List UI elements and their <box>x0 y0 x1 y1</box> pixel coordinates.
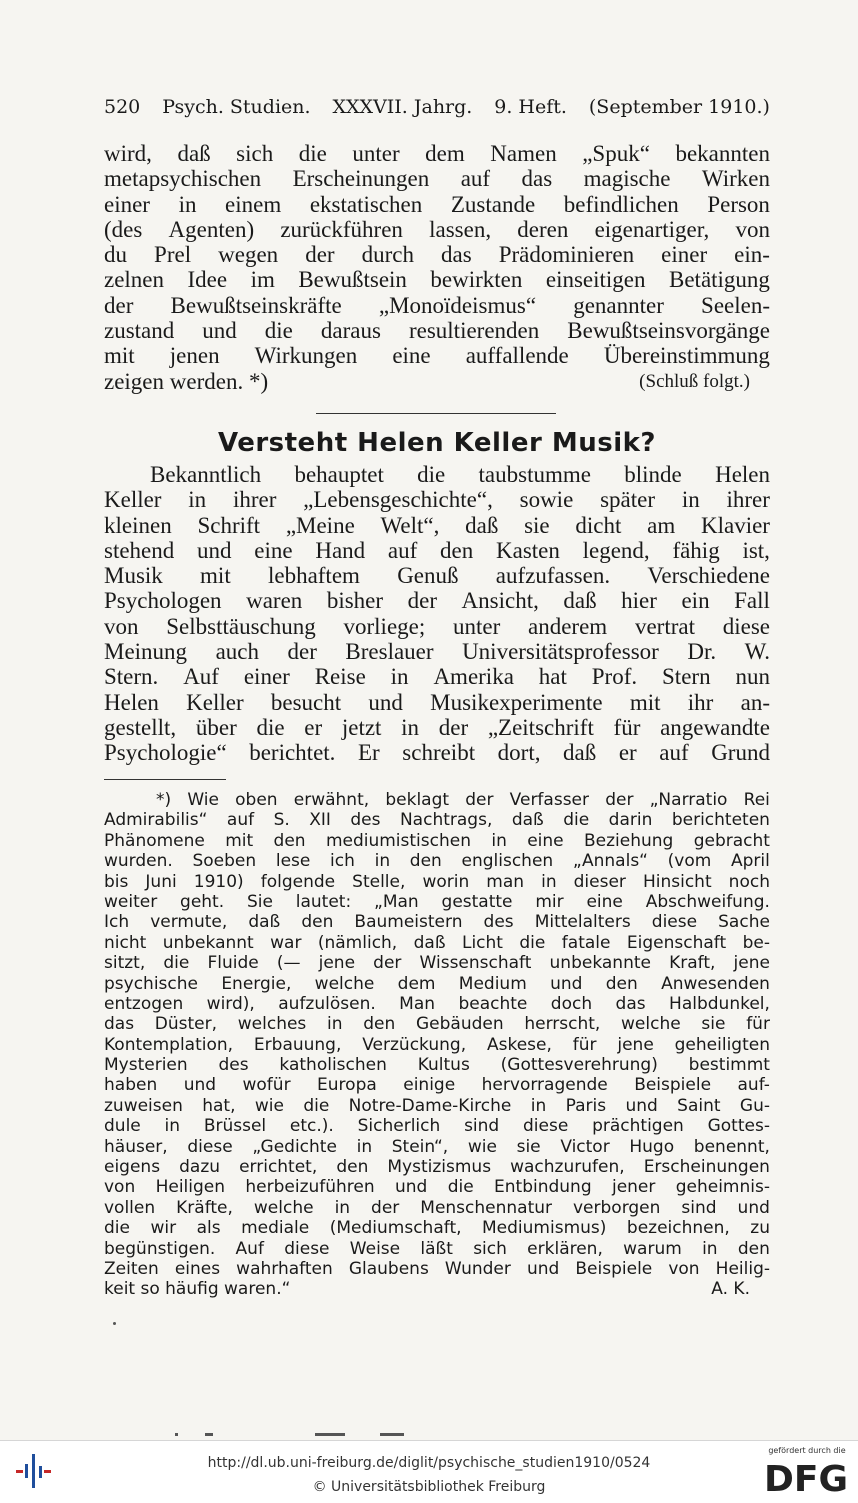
footnote-line: haben und wofür Europa einige hervorragende Beispiele auf- <box>104 1075 770 1096</box>
footnote-line: begünstigen. Auf diese Weise läßt sich erklären, warum in den <box>104 1238 770 1259</box>
text-line: stehend und eine Hand auf den Kasten legend, fähig ist, <box>104 537 770 563</box>
last-line-text: zeigen werden. *) <box>104 368 269 394</box>
footnote-line: weiter geht. Sie lautet: „Man gestatte mir eine Abschweifung. <box>104 891 770 912</box>
continued-note: (Schluß folgt.) <box>639 370 750 392</box>
text-line: metapsychischen Erscheinungen auf das magische Wirken <box>104 166 770 192</box>
footnote-line: entzogen wird), aufzulösen. Man beachte doch das Halbdunkel, <box>104 993 770 1014</box>
text-line: mit jenen Wirkungen eine auffallende Übereinstimmung <box>104 343 770 369</box>
text-line: wird, daß sich die unter dem Namen „Spuk“ bekannten <box>104 141 770 166</box>
text-line: von Selbsttäuschung vorliege; unter anderem vertrat diese <box>104 613 770 639</box>
footnote-line: bis Juni 1910) folgende Stelle, worin man in dieser Hinsicht noch <box>104 871 770 892</box>
footnote-line: Phänomene mit den mediumistischen in eine Beziehung gebracht <box>104 830 770 851</box>
footnote-line: Mysterien des katholischen Kultus (Gottesverehrung) bestimmt <box>104 1055 770 1076</box>
footnote-line: zuweisen hat, wie die Notre-Dame-Kirche in Paris und Saint Gu- <box>104 1095 770 1116</box>
ink-speck <box>113 1322 116 1325</box>
footnote-line: Ich vermute, daß den Baumeistern des Mittelalters diese Sache <box>104 912 770 933</box>
article-title: Versteht Helen Keller Musik? <box>218 428 656 458</box>
volume: XXXVII. Jahrg. <box>332 96 473 118</box>
footnote-line: das Düster, welches in den Gebäuden herrscht, welche sie für <box>104 1014 770 1035</box>
cropped-line-fragment <box>175 1431 475 1437</box>
page-number: 520 <box>104 96 141 118</box>
continued-paragraph <box>104 141 770 394</box>
footnote-line: Admirabilis“ auf S. XII des Nachtrags, daß die darin berichteten <box>104 810 770 831</box>
funding-note: gefördert durch die <box>768 1446 846 1455</box>
text-line: du Prel wegen der durch das Prädominieren einer ein- <box>104 242 770 268</box>
text-line: Bekanntlich behauptet die taubstumme blinde Helen <box>150 462 770 487</box>
footnote <box>104 790 770 1300</box>
text-line: Psychologie“ berichtet. Er schreibt dort, daß er auf Grund <box>104 740 770 766</box>
footnote-line: dule in Brüssel etc.). Sicherlich sind diese prächtigen Gottes- <box>104 1116 770 1137</box>
section-separator <box>316 413 556 414</box>
footnote-line: *) Wie oben erwähnt, beklagt der Verfasser der „Narratio Rei <box>156 790 770 810</box>
article-paragraph <box>104 462 770 766</box>
text-line: Psychologen waren bisher der Ansicht, daß hier ein Fall <box>104 588 770 614</box>
footnote-line: Kontemplation, Erbauung, Verzückung, Askese, für jene geheiligten <box>104 1034 770 1055</box>
text-line: Helen Keller besucht und Musikexperimente mit ihr an- <box>104 689 770 715</box>
footnote-rule <box>104 779 226 780</box>
dfg-logo-text: DFG <box>763 1459 849 1496</box>
text-line: (des Agenten) zurückführen lassen, deren eigenartiger, von <box>104 216 770 242</box>
footnote-signature: A. K. <box>711 1279 750 1300</box>
footnote-line: nicht unbekannt war (nämlich, daß Licht die fatale Eigenschaft be- <box>104 932 770 953</box>
text-line: zelnen Idee im Bewußtsein bewirkten einseitigen Betätigung <box>104 267 770 293</box>
viewer-footer <box>0 1440 858 1503</box>
footnote-line: eigens dazu errichtet, den Mystizismus wachzurufen, Erscheinungen <box>104 1157 770 1178</box>
issue: 9. Heft. <box>494 96 567 118</box>
running-header <box>104 94 770 120</box>
footnote-line: die wir als mediale (Mediumschaft, Mediumismus) bezeichnen, zu <box>104 1218 770 1239</box>
text-line: Stern. Auf einer Reise in Amerika hat Prof. Stern nun <box>104 664 770 690</box>
footnote-line: psychische Energie, welche dem Medium und den Anwesenden <box>104 973 770 994</box>
text-line: gestellt, über die er jetzt in der „Zeitschrift für angewandte <box>104 714 770 740</box>
text-line: zustand und die daraus resultierenden Bewußtseinsvorgänge <box>104 318 770 344</box>
text-line: kleinen Schrift „Meine Welt“, daß sie dicht am Klavier <box>104 512 770 538</box>
text-line: einer in einem ekstatischen Zustande befindlichen Person <box>104 191 770 217</box>
journal-name: Psych. Studien. <box>162 96 311 118</box>
text-line: Keller in ihrer „Lebensgeschichte“, sowie später in ihrer <box>104 487 770 513</box>
footnote-line: vollen Kräfte, welche in der Menschennatur verborgen sind und <box>104 1197 770 1218</box>
footnote-line: von Heiligen herbeizuführen und die Entbindung jener geheimnis- <box>104 1177 770 1198</box>
footnote-line-last <box>104 1279 770 1299</box>
text-line-last <box>104 369 770 394</box>
footnote-line: häuser, diese „Gedichte in Stein“, wie sie Victor Hugo benennt, <box>104 1136 770 1157</box>
copyright-notice: © Universitätsbibliothek Freiburg <box>312 1479 546 1495</box>
footnote-line: Zeiten eines wahrhaften Glaubens Wunder und Beispiele von Heilig- <box>104 1258 770 1279</box>
footnote-line: sitzt, die Fluide (— jene der Wissenschaft unbekannte Kraft, jene <box>104 953 770 974</box>
footnote-line: wurden. Soeben lese ich in den englischen „Annals“ (vom April <box>104 851 770 872</box>
dfg-logo[interactable] <box>762 1458 850 1496</box>
text-line: Musik mit lebhaftem Genuß aufzufassen. Verschiedene <box>104 563 770 589</box>
issue-date: (September 1910.) <box>588 96 770 118</box>
text-line: der Bewußtseinskräfte „Monoïdeismus“ genannter Seelen- <box>104 292 770 318</box>
footnote-last-line: keit so häufig waren.“ <box>104 1279 291 1300</box>
permalink-url[interactable]: http://dl.ub.uni-freiburg.de/diglit/psychische_studien1910/0524 <box>207 1455 651 1471</box>
ub-freiburg-logo-icon[interactable] <box>12 1452 54 1492</box>
text-line: Meinung auch der Breslauer Universitätsprofessor Dr. W. <box>104 639 770 665</box>
